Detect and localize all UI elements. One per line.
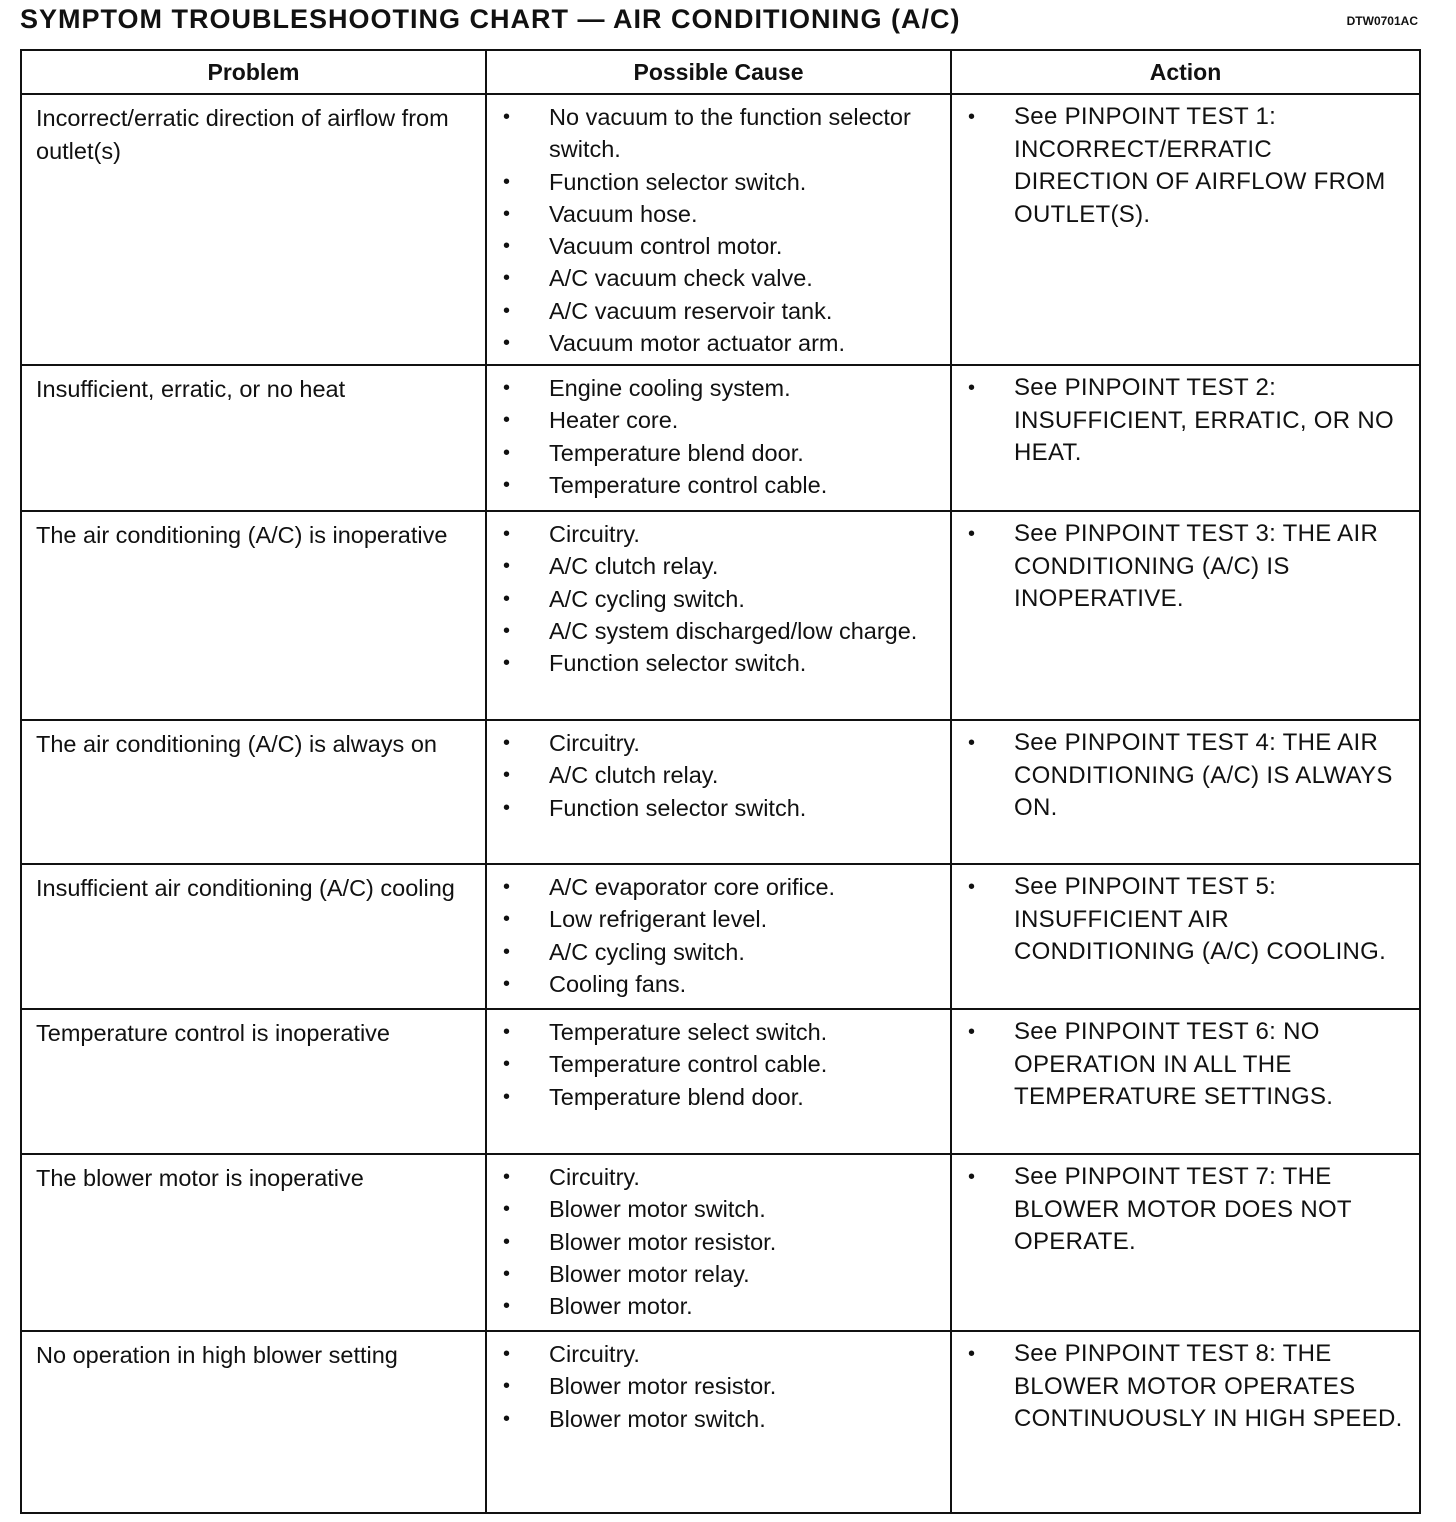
action-item-text: See PINPOINT TEST 7: THE BLOWER MOTOR DOES NOT OPERATE. [1014, 1163, 1352, 1255]
action-cell [951, 1009, 1420, 1154]
problem-cell: The air conditioning (A/C) is always on [21, 720, 486, 864]
bullet-icon: • [503, 1230, 511, 1253]
bullet-icon: • [968, 732, 976, 754]
action-item-text: See PINPOINT TEST 5: INSUFFICIENT AIR CONDITIONING (A/C) COOLING. [1014, 873, 1387, 965]
possible-cause-item-text: A/C clutch relay. [549, 553, 719, 580]
possible-cause-item [499, 1370, 942, 1402]
action-list [964, 518, 1411, 616]
bullet-icon: • [503, 1198, 511, 1221]
possible-cause-item-text: A/C cycling switch. [549, 585, 745, 612]
possible-cause-item-text: Vacuum control motor. [549, 233, 783, 260]
bullet-icon: • [503, 796, 511, 819]
possible-cause-item-text: Cooling fans. [549, 970, 687, 997]
problem-cell: The blower motor is inoperative [21, 1154, 486, 1331]
possible-cause-item-text: Circuitry. [549, 521, 640, 547]
bullet-icon: • [968, 523, 976, 545]
possible-cause-item-text: A/C clutch relay. [549, 762, 719, 789]
possible-cause-item [499, 1081, 942, 1113]
possible-cause-item [499, 404, 942, 436]
action-item-text: See PINPOINT TEST 2: INSUFFICIENT, ERRATIC, OR NO HEAT. [1014, 374, 1394, 466]
bullet-icon: • [503, 1262, 511, 1285]
bullet-icon: • [503, 170, 511, 193]
possible-cause-cell [486, 1331, 951, 1513]
bullet-icon: • [968, 377, 976, 399]
possible-cause-item [499, 1290, 942, 1322]
bullet-icon: • [503, 202, 511, 225]
problem-cell: Insufficient air conditioning (A/C) cooling [21, 864, 486, 1009]
possible-cause-item-text: A/C evaporator core orifice. [549, 874, 836, 900]
action-item [964, 518, 1411, 616]
possible-cause-list [499, 1016, 942, 1113]
bullet-icon: • [503, 1053, 511, 1076]
table-row [21, 864, 1420, 1009]
action-item-text: See PINPOINT TEST 8: THE BLOWER MOTOR OPERATES CONTINUOUSLY IN HIGH SPEED. [1014, 1340, 1403, 1432]
possible-cause-item-text: Circuitry. [549, 730, 640, 756]
possible-cause-list [499, 518, 942, 679]
table-row [21, 94, 1420, 365]
table-row [21, 511, 1420, 720]
possible-cause-item-text: No vacuum to the function selector switch. [549, 104, 911, 163]
possible-cause-item-text: A/C system discharged/low charge. [549, 617, 918, 644]
bullet-icon: • [503, 908, 511, 931]
action-item [964, 372, 1411, 470]
action-list [964, 727, 1411, 825]
possible-cause-list [499, 727, 942, 824]
bullet-icon: • [503, 1085, 511, 1108]
possible-cause-item-text: Circuitry. [549, 1341, 640, 1367]
bullet-icon: • [503, 523, 511, 545]
possible-cause-item [499, 101, 942, 166]
action-cell [951, 1154, 1420, 1331]
action-cell [951, 511, 1420, 720]
possible-cause-item-text: Function selector switch. [549, 168, 807, 195]
possible-cause-item [499, 615, 942, 647]
table-row [21, 365, 1420, 511]
possible-cause-item-text: Blower motor. [549, 1293, 693, 1320]
possible-cause-item-text: Temperature blend door. [549, 439, 804, 466]
possible-cause-item-text: Engine cooling system. [549, 375, 791, 401]
action-item-text: See PINPOINT TEST 3: THE AIR CONDITIONING (A/C) IS INOPERATIVE. [1014, 520, 1379, 612]
possible-cause-item-text: A/C vacuum check valve. [549, 265, 813, 292]
bullet-icon: • [968, 1166, 976, 1188]
bullet-icon: • [503, 409, 511, 432]
bullet-icon: • [503, 1343, 511, 1365]
action-item [964, 1016, 1411, 1114]
possible-cause-item-text: Blower motor resistor. [549, 1228, 777, 1255]
table-row [21, 1331, 1420, 1513]
bullet-icon: • [503, 1021, 511, 1043]
possible-cause-item [499, 1016, 942, 1048]
possible-cause-item [499, 968, 942, 1000]
action-list [964, 101, 1411, 231]
bullet-icon: • [503, 972, 511, 995]
possible-cause-cell [486, 365, 951, 511]
action-list [964, 1016, 1411, 1114]
troubleshooting-table [20, 49, 1421, 1514]
action-cell [951, 1331, 1420, 1513]
possible-cause-item-text: Temperature blend door. [549, 1083, 804, 1110]
bullet-icon: • [503, 377, 511, 399]
action-item [964, 727, 1411, 825]
column-header-possible-cause: Possible Cause [486, 50, 951, 94]
bullet-icon: • [503, 764, 511, 787]
possible-cause-item-text: Low refrigerant level. [549, 906, 768, 933]
action-item [964, 871, 1411, 969]
possible-cause-item [499, 327, 942, 359]
bullet-icon: • [503, 732, 511, 754]
possible-cause-item [499, 230, 942, 262]
possible-cause-item [499, 903, 942, 935]
possible-cause-list [499, 1338, 942, 1435]
possible-cause-item-text: Temperature control cable. [549, 471, 828, 498]
table-row [21, 1009, 1420, 1154]
possible-cause-item-text: Blower motor resistor. [549, 1373, 777, 1400]
bullet-icon: • [968, 1021, 976, 1043]
column-header-problem: Problem [21, 50, 486, 94]
problem-cell: Insufficient, erratic, or no heat [21, 365, 486, 511]
action-list [964, 1161, 1411, 1259]
bullet-icon: • [503, 652, 511, 675]
possible-cause-item [499, 1193, 942, 1225]
possible-cause-item [499, 1226, 942, 1258]
bullet-icon: • [503, 1166, 511, 1188]
bullet-icon: • [503, 473, 511, 496]
possible-cause-item [499, 550, 942, 582]
bullet-icon: • [503, 555, 511, 578]
possible-cause-item [499, 647, 942, 679]
bullet-icon: • [503, 267, 511, 290]
possible-cause-item-text: Blower motor switch. [549, 1405, 766, 1432]
possible-cause-item [499, 1258, 942, 1290]
possible-cause-item [499, 262, 942, 294]
table-row [21, 1154, 1420, 1331]
possible-cause-item-text: A/C vacuum reservoir tank. [549, 297, 833, 324]
bullet-icon: • [968, 106, 976, 128]
possible-cause-item [499, 1338, 942, 1370]
table-body [21, 94, 1420, 1513]
table-header-row [21, 50, 1420, 94]
possible-cause-item-text: Function selector switch. [549, 650, 807, 677]
column-header-action: Action [951, 50, 1420, 94]
possible-cause-item-text: Circuitry. [549, 1164, 640, 1190]
action-cell [951, 94, 1420, 365]
bullet-icon: • [503, 1295, 511, 1318]
possible-cause-cell [486, 1154, 951, 1331]
table-row [21, 720, 1420, 864]
bullet-icon: • [968, 1343, 976, 1365]
possible-cause-item-text: Temperature select switch. [549, 1019, 828, 1045]
possible-cause-item [499, 198, 942, 230]
possible-cause-item [499, 1048, 942, 1080]
possible-cause-item [499, 518, 942, 550]
possible-cause-list [499, 1161, 942, 1322]
possible-cause-item-text: Temperature control cable. [549, 1051, 828, 1078]
possible-cause-item-text: A/C cycling switch. [549, 938, 745, 965]
possible-cause-item [499, 166, 942, 198]
possible-cause-list [499, 101, 942, 359]
possible-cause-item-text: Blower motor switch. [549, 1196, 766, 1223]
bullet-icon: • [503, 876, 511, 898]
possible-cause-cell [486, 720, 951, 864]
action-list [964, 1338, 1411, 1436]
possible-cause-item [499, 583, 942, 615]
possible-cause-cell [486, 1009, 951, 1154]
possible-cause-list [499, 871, 942, 1000]
possible-cause-cell [486, 864, 951, 1009]
possible-cause-item [499, 437, 942, 469]
action-item-text: See PINPOINT TEST 4: THE AIR CONDITIONING (A/C) IS ALWAYS ON. [1014, 729, 1393, 821]
possible-cause-cell [486, 94, 951, 365]
bullet-icon: • [503, 619, 511, 642]
possible-cause-item [499, 469, 942, 501]
possible-cause-item [499, 936, 942, 968]
problem-cell: Incorrect/erratic direction of airflow from outlet(s) [21, 94, 486, 365]
possible-cause-item-text: Blower motor relay. [549, 1260, 750, 1287]
problem-cell: The air conditioning (A/C) is inoperative [21, 511, 486, 720]
possible-cause-item-text: Function selector switch. [549, 794, 807, 821]
bullet-icon: • [503, 332, 511, 355]
action-item-text: See PINPOINT TEST 1: INCORRECT/ERRATIC DIRECTION OF AIRFLOW FROM OUTLET(S). [1014, 103, 1386, 228]
document-code: DTW0701AC [1346, 14, 1418, 28]
bullet-icon: • [503, 441, 511, 464]
action-list [964, 372, 1411, 470]
action-cell [951, 720, 1420, 864]
possible-cause-item [499, 372, 942, 404]
possible-cause-item [499, 792, 942, 824]
possible-cause-item [499, 1161, 942, 1193]
possible-cause-item [499, 759, 942, 791]
action-list [964, 871, 1411, 969]
possible-cause-item-text: Vacuum hose. [549, 200, 698, 227]
action-cell [951, 864, 1420, 1009]
bullet-icon: • [503, 106, 511, 128]
bullet-icon: • [968, 876, 976, 898]
bullet-icon: • [503, 587, 511, 610]
possible-cause-item [499, 727, 942, 759]
possible-cause-list [499, 372, 942, 501]
action-item [964, 101, 1411, 231]
possible-cause-item [499, 295, 942, 327]
possible-cause-item-text: Heater core. [549, 407, 679, 434]
possible-cause-cell [486, 511, 951, 720]
problem-cell: No operation in high blower setting [21, 1331, 486, 1513]
action-item [964, 1161, 1411, 1259]
action-item [964, 1338, 1411, 1436]
problem-cell: Temperature control is inoperative [21, 1009, 486, 1154]
action-item-text: See PINPOINT TEST 6: NO OPERATION IN ALL THE TEMPERATURE SETTINGS. [1014, 1018, 1334, 1110]
bullet-icon: • [503, 1375, 511, 1398]
bullet-icon: • [503, 235, 511, 258]
possible-cause-item [499, 1403, 942, 1435]
bullet-icon: • [503, 940, 511, 963]
page-title: SYMPTOM TROUBLESHOOTING CHART — AIR CONDITIONING (A/C) [20, 4, 961, 34]
possible-cause-item-text: Vacuum motor actuator arm. [549, 330, 846, 357]
action-cell [951, 365, 1420, 511]
possible-cause-item [499, 871, 942, 903]
bullet-icon: • [503, 299, 511, 322]
bullet-icon: • [503, 1407, 511, 1430]
